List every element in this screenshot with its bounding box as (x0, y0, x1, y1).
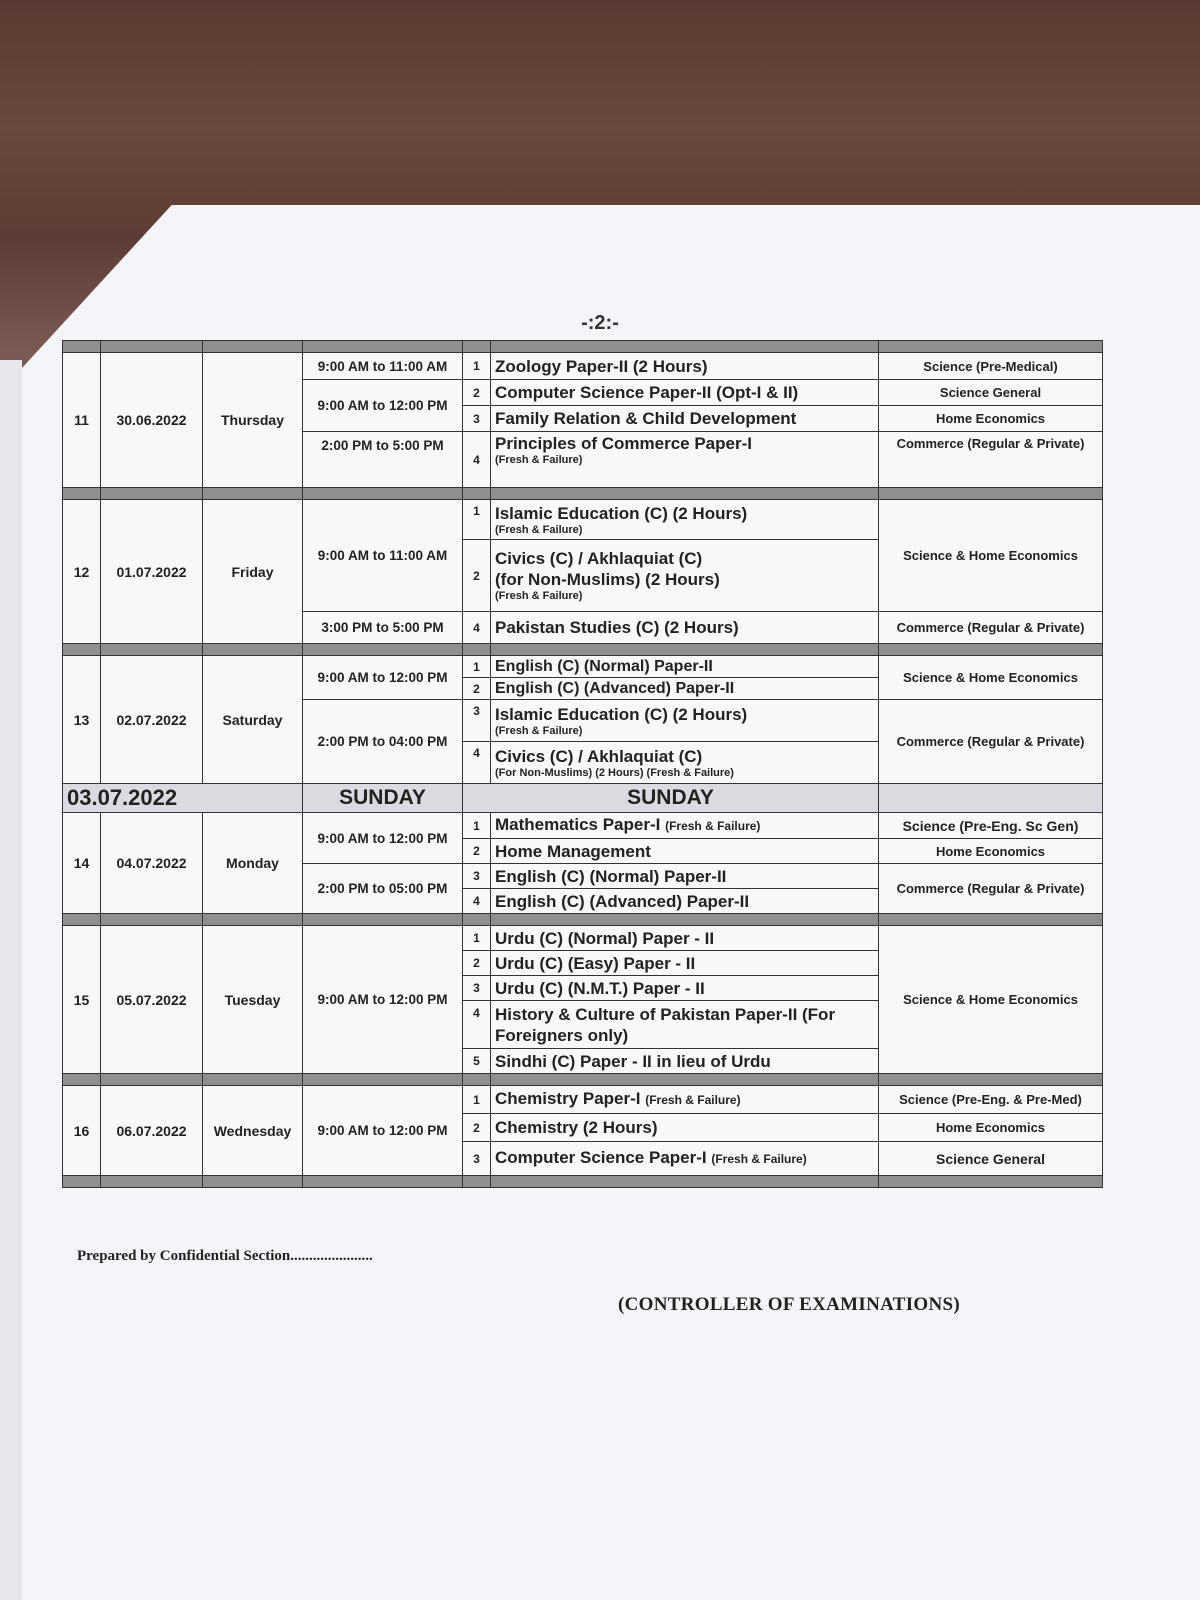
time-cell: 9:00 AM to 11:00 AM (303, 500, 463, 612)
paper-number: 4 (463, 432, 491, 488)
paper-number: 2 (463, 1114, 491, 1142)
paper-number: 1 (463, 926, 491, 951)
group-cell: Science & Home Economics (879, 656, 1103, 700)
paper-number: 4 (463, 889, 491, 914)
time-cell: 3:00 PM to 5:00 PM (303, 612, 463, 644)
group-cell: Home Economics (879, 1114, 1103, 1142)
paper-title: English (C) (Normal) Paper-II (491, 656, 879, 678)
paper-note: (Fresh & Failure) (495, 523, 583, 536)
date-cell: 30.06.2022 (101, 353, 203, 488)
time-cell: 2:00 PM to 04:00 PM (303, 700, 463, 784)
paper-number: 1 (463, 656, 491, 678)
group-cell: Science (Pre-Eng. & Pre-Med) (879, 1086, 1103, 1114)
page-number: -:2:- (581, 312, 619, 334)
time-cell: 9:00 AM to 12:00 PM (303, 926, 463, 1074)
paper-number: 1 (463, 353, 491, 380)
sunday-label: SUNDAY (303, 784, 463, 813)
paper-title: English (C) (Advanced) Paper-II (491, 678, 879, 700)
serial-cell: 11 (63, 353, 101, 488)
paper-title: Pakistan Studies (C) (2 Hours) (491, 612, 879, 644)
paper-title-text: Islamic Education (C) (2 Hours) (495, 503, 748, 523)
paper-title: History & Culture of Pakistan Paper-II (For Foreigners only) (491, 1001, 879, 1049)
time-cell: 9:00 AM to 12:00 PM (303, 380, 463, 432)
table-row (63, 1086, 1103, 1114)
date-cell: 05.07.2022 (101, 926, 203, 1074)
group-cell: Commerce (Regular & Private) (879, 612, 1103, 644)
paper-title-text: Computer Science Paper-I (495, 1148, 707, 1167)
serial-cell: 12 (63, 500, 101, 644)
table-row (63, 353, 1103, 380)
paper-title: English (C) (Normal) Paper-II (491, 864, 879, 889)
separator-row (63, 488, 1103, 500)
serial-cell: 13 (63, 656, 101, 784)
paper-title: Chemistry (2 Hours) (491, 1114, 879, 1142)
paper-number: 3 (463, 864, 491, 889)
paper-title-text: Islamic Education (C) (2 Hours) (495, 704, 748, 724)
paper-number: 1 (463, 500, 491, 540)
paper-title: English (C) (Advanced) Paper-II (491, 889, 879, 914)
group-cell: Science General (879, 380, 1103, 406)
paper-number: 4 (463, 742, 491, 784)
paper-title: Sindhi (C) Paper - II in lieu of Urdu (491, 1049, 879, 1074)
date-cell: 04.07.2022 (101, 813, 203, 914)
group-cell: Science & Home Economics (879, 500, 1103, 612)
paper-title: Computer Science Paper-II (Opt-I & II) (491, 380, 879, 406)
sunday-date: 03.07.2022 (63, 784, 303, 813)
paper-title-line2: (for Non-Muslims) (2 Hours) (495, 570, 720, 589)
paper-number: 2 (463, 678, 491, 700)
group-cell: Commerce (Regular & Private) (879, 864, 1103, 914)
paper-note: (Fresh & Failure) (495, 724, 583, 737)
group-cell: Commerce (Regular & Private) (879, 700, 1103, 784)
group-cell: Science (Pre-Eng. Sc Gen) (879, 813, 1103, 839)
date-cell: 02.07.2022 (101, 656, 203, 784)
day-cell: Wednesday (203, 1086, 303, 1176)
paper-number: 4 (463, 1001, 491, 1049)
paper-number: 2 (463, 540, 491, 612)
time-cell: 9:00 AM to 12:00 PM (303, 1086, 463, 1176)
day-cell: Monday (203, 813, 303, 914)
separator-row (63, 914, 1103, 926)
paper-title: Zoology Paper-II (2 Hours) (491, 353, 879, 380)
sunday-label: SUNDAY (463, 784, 879, 813)
paper-note: (Fresh & Failure) (495, 590, 583, 602)
group-cell: Science & Home Economics (879, 926, 1103, 1074)
sunday-blank (879, 784, 1103, 813)
serial-cell: 15 (63, 926, 101, 1074)
paper-title (491, 813, 879, 839)
paper-title-text: Principles of Commerce Paper-I (495, 434, 752, 453)
separator-row (63, 1176, 1103, 1188)
time-cell: 9:00 AM to 11:00 AM (303, 353, 463, 380)
paper-title: Home Management (491, 839, 879, 864)
paper-title: Urdu (C) (N.M.T.) Paper - II (491, 976, 879, 1001)
paper-number: 3 (463, 406, 491, 432)
serial-cell: 14 (63, 813, 101, 914)
paper-title (491, 1142, 879, 1176)
time-cell: 2:00 PM to 5:00 PM (303, 432, 463, 488)
table-row (63, 813, 1103, 839)
paper-number: 3 (463, 976, 491, 1001)
paper-title-line1: Civics (C) / Akhlaquiat (C) (495, 549, 703, 568)
group-cell: Home Economics (879, 839, 1103, 864)
day-cell: Tuesday (203, 926, 303, 1074)
paper-underlay (0, 360, 22, 1600)
separator-row (63, 341, 1103, 353)
paper-number: 4 (463, 612, 491, 644)
paper-title (491, 742, 879, 784)
table-row (63, 500, 1103, 540)
paper-number: 1 (463, 1086, 491, 1114)
group-cell: Science (Pre-Medical) (879, 353, 1103, 380)
group-cell: Home Economics (879, 406, 1103, 432)
time-cell: 2:00 PM to 05:00 PM (303, 864, 463, 914)
paper-number: 3 (463, 700, 491, 742)
table-row (63, 656, 1103, 678)
paper-title (491, 540, 879, 612)
paper-number: 1 (463, 813, 491, 839)
paper-number: 2 (463, 380, 491, 406)
paper-title (491, 700, 879, 742)
separator-row (63, 1074, 1103, 1086)
paper-note: (For Non-Muslims) (2 Hours) (Fresh & Failure) (495, 766, 734, 779)
paper-note: (Fresh & Failure) (645, 1093, 741, 1107)
date-cell: 06.07.2022 (101, 1086, 203, 1176)
date-cell: 01.07.2022 (101, 500, 203, 644)
paper-title: Urdu (C) (Easy) Paper - II (491, 951, 879, 976)
paper-note: (Fresh & Failure) (665, 819, 761, 833)
paper-title: Family Relation & Child Development (491, 406, 879, 432)
paper-title: Urdu (C) (Normal) Paper - II (491, 926, 879, 951)
table-row (63, 926, 1103, 951)
paper-title (491, 1086, 879, 1114)
prepared-by-note: Prepared by Confidential Section...................... (77, 1248, 373, 1264)
separator-row (63, 644, 1103, 656)
paper-note: (Fresh & Failure) (711, 1152, 807, 1166)
paper-number: 2 (463, 951, 491, 976)
paper-title-text: Civics (C) / Akhlaquiat (C) (495, 746, 703, 766)
day-cell: Friday (203, 500, 303, 644)
paper-note: (Fresh & Failure) (495, 454, 583, 466)
group-cell: Science General (879, 1142, 1103, 1176)
time-cell: 9:00 AM to 12:00 PM (303, 813, 463, 864)
sunday-row (63, 784, 1103, 813)
day-cell: Saturday (203, 656, 303, 784)
paper-number: 2 (463, 839, 491, 864)
paper-title-text: Mathematics Paper-I (495, 815, 661, 834)
time-cell: 9:00 AM to 12:00 PM (303, 656, 463, 700)
exam-schedule-table (62, 340, 1103, 1188)
paper-number: 3 (463, 1142, 491, 1176)
serial-cell: 16 (63, 1086, 101, 1176)
paper-title-text: Chemistry Paper-I (495, 1089, 641, 1108)
day-cell: Thursday (203, 353, 303, 488)
paper-number: 5 (463, 1049, 491, 1074)
signatory-title: (CONTROLLER OF EXAMINATIONS) (618, 1294, 960, 1315)
group-cell: Commerce (Regular & Private) (879, 432, 1103, 488)
paper-title (491, 432, 879, 488)
paper-title (491, 500, 879, 540)
